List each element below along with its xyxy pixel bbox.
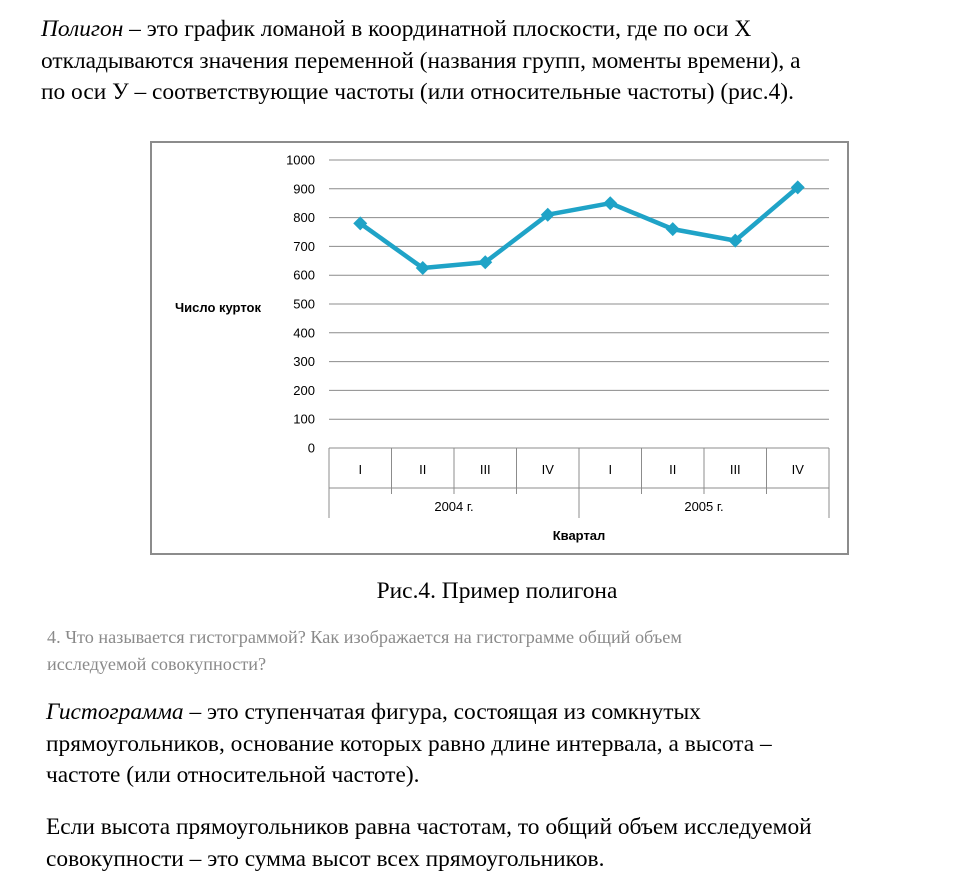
y-tick-label: 400 xyxy=(293,325,315,341)
y-tick-label: 300 xyxy=(293,354,315,370)
question-line1: 4. Что называется гистограммой? Как изображается на гистограмме общий объем xyxy=(47,627,682,647)
histogram-definition-paragraph xyxy=(46,697,951,792)
group-label: 2005 г. xyxy=(684,499,724,514)
polygon-chart xyxy=(150,141,849,555)
y-tick-label: 900 xyxy=(293,181,315,197)
x-axis-title: Квартал xyxy=(552,528,606,543)
p1-line3: по оси У – соответствующие частоты (или относительные частоты) (рис.4). xyxy=(41,79,794,105)
y-axis-title: Число курток xyxy=(175,300,261,315)
figure-caption: Рис.4. Пример полигона xyxy=(376,578,618,604)
x-tick-label: III xyxy=(729,462,741,477)
x-tick-label: I xyxy=(358,462,363,477)
y-tick-label: 800 xyxy=(293,210,315,226)
p2-line1 xyxy=(46,697,951,729)
group-label: 2004 г. xyxy=(434,499,474,514)
x-tick-label: III xyxy=(479,462,491,477)
data-point-marker xyxy=(666,222,680,236)
x-tick-label: II xyxy=(419,462,427,477)
x-tick-label: IV xyxy=(541,462,554,477)
x-tick-label: IV xyxy=(791,462,804,477)
question-4 xyxy=(47,624,927,678)
p2-line1-text: – это ступенчатая фигура, состоящая из сомкнутых xyxy=(183,699,701,725)
p1-line2: откладываются значения переменной (названия групп, моменты времени), а xyxy=(41,47,801,74)
gridlines xyxy=(329,160,829,448)
y-tick-label: 500 xyxy=(293,296,315,312)
x-tick-label: II xyxy=(669,462,677,477)
y-tick-label: 600 xyxy=(293,267,315,283)
p2-line3: частоте (или относительной частоте). xyxy=(46,762,420,788)
y-tick-label: 100 xyxy=(293,411,315,427)
data-point-marker xyxy=(603,196,617,210)
polygon-definition-paragraph xyxy=(41,14,956,109)
y-tick-label: 0 xyxy=(307,440,315,456)
p1-line1 xyxy=(41,14,956,46)
p3-line2: совокупности – это сумма высот всех прямоугольников. xyxy=(46,845,605,872)
p1-line1-text: – это график ломаной в координатной плоскости, где по оси X xyxy=(123,16,752,42)
y-tick-label: 700 xyxy=(293,238,315,254)
term-polygon: Полигон xyxy=(41,16,124,42)
axes xyxy=(329,448,829,518)
chart-labels xyxy=(175,153,804,544)
term-histogram: Гистограмма xyxy=(46,699,184,725)
y-tick-label: 1000 xyxy=(286,152,315,168)
question-line2: исследуемой совокупности? xyxy=(47,654,267,674)
histogram-volume-paragraph xyxy=(46,812,951,875)
p3-line1: Если высота прямоугольников равна частотам, то общий объем исследуемой xyxy=(46,814,812,840)
p2-line2: прямоугольников, основание которых равно длине интервала, а высота – xyxy=(46,730,772,757)
series-line xyxy=(360,187,798,268)
chart-svg xyxy=(152,143,847,553)
x-tick-label: I xyxy=(608,462,613,477)
data-series xyxy=(353,180,805,275)
y-tick-label: 200 xyxy=(293,382,315,398)
